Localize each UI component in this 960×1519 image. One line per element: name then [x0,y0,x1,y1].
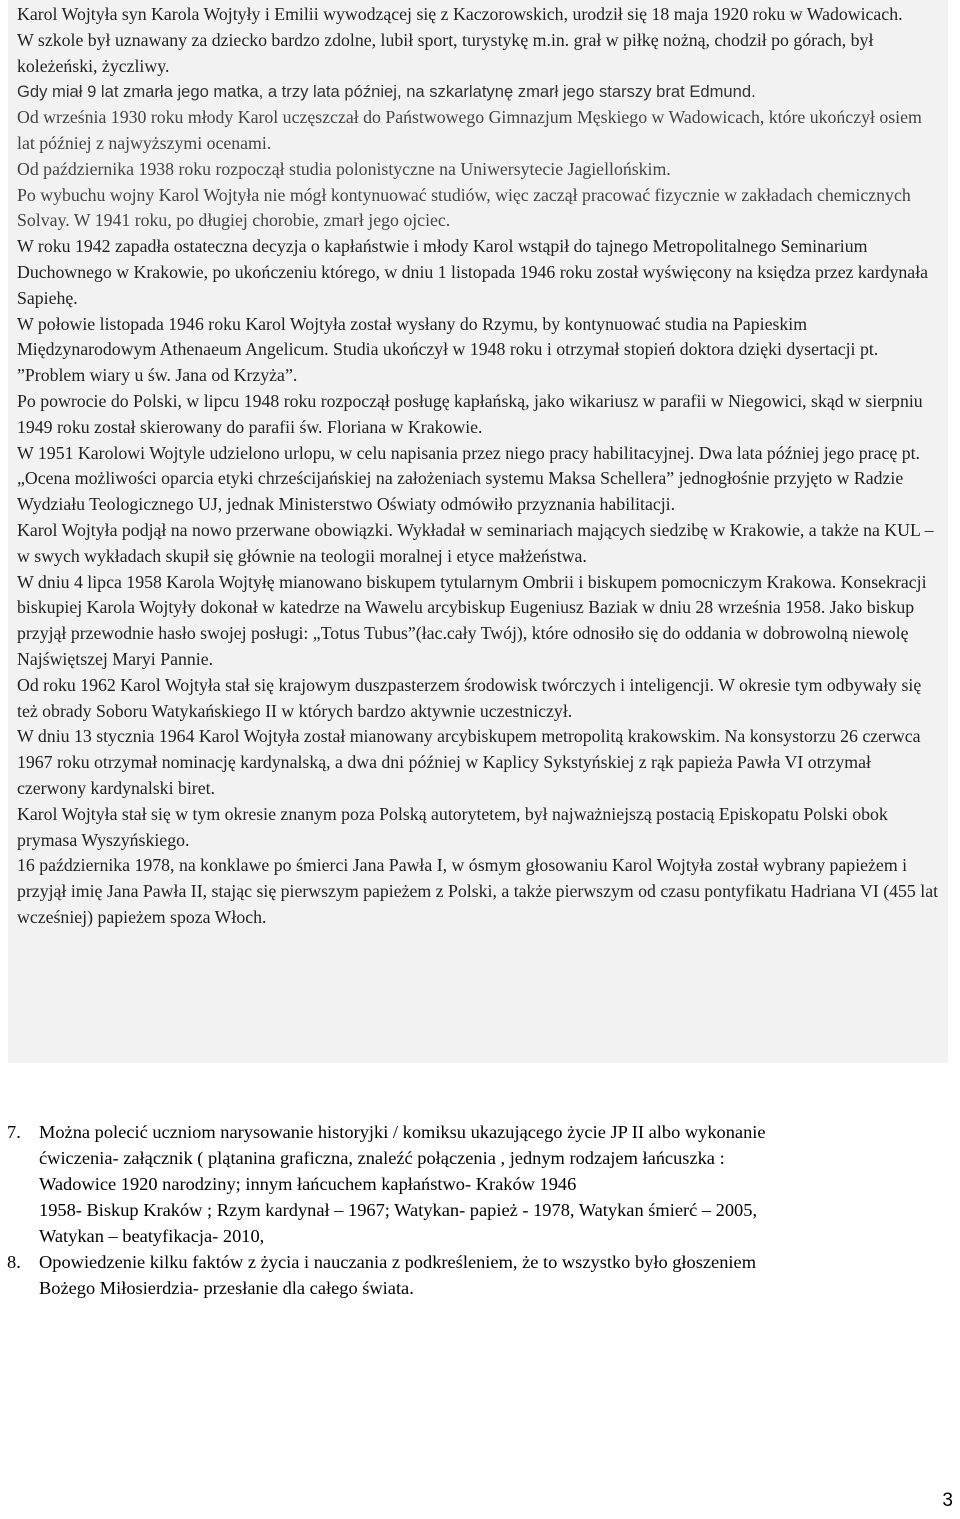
task-item [0,1249,960,1301]
bio-paragraph: 16 października 1978, na konklawe po śmierci Jana Pawła I, w ósmym głosowaniu Karol Wojtyła został wybrany papieżem i przyjął imię Jana Pawła II, stając się pierwszym papieżem z Polski, a także pierwszym od czasu pontyfikatu Hadriana VI (455 lat wcześniej) papieżem spoza Włoch. [17,855,939,927]
task-number: 7. [7,1122,21,1142]
bio-paragraph: Gdy miał 9 lat zmarła jego matka, a trzy lata później, na szkarlatynę zmarł jego starszy brat Edmund. [17,82,756,102]
bio-paragraph: Karol Wojtyła syn Karola Wojtyły i Emilii wywodzącej się z Kaczorowskich, urodził się 18 maja 1920 roku w Wadowicach. [17,4,903,24]
bio-paragraph: Po wybuchu wojny Karol Wojtyła nie mógł kontynuować studiów, więc zaczął pracować fizycznie w zakładach chemicznych Solvay. W 1941 roku, po długiej chorobie, zmarł jego ojciec. [17,184,911,231]
bio-paragraph: Od roku 1962 Karol Wojtyła stał się krajowym duszpasterzem środowisk twórczych i inteligencji. W okresie tym odbywały się też obrady Soboru Watykańskiego II w których bardzo aktywnie uczestniczył. [17,674,922,721]
task-number: 8. [7,1252,21,1272]
bio-paragraph: W roku 1942 zapadła ostateczna decyzja o kapłaństwie i młody Karol wstąpił do tajnego Metropolitalnego Seminarium Duchownego w Krakowie, po ukończeniu którego, w dniu 1 listopada 1946 roku został wyświęcony na księdza przez kardynała Sapiehę. [17,236,929,308]
bio-paragraph: W szkole był uznawany za dziecko bardzo zdolne, lubił sport, turystykę m.in. grał w piłkę nożną, chodził po górach, był koleżeński, życzliwy. [17,29,874,76]
task-item [0,1119,960,1249]
task-line: Wadowice 1920 narodziny; innym łańcuchem kapłaństwo- Kraków 1946 [39,1174,577,1194]
task-line: ćwiczenia- załącznik ( plątanina graficzna, znaleźć połączenia , jednym rodzajem łańcuszka : [39,1148,725,1168]
task-line: 1958- Biskup Kraków ; Rzym kardynał – 1967; Watykan- papież - 1978, Watykan śmierć – 2005, [39,1200,758,1220]
page-number: 3 [942,1490,953,1511]
bio-paragraph: Karol Wojtyła stał się w tym okresie znanym poza Polską autorytetem, był najważniejszą postacią Episkopatu Polski obok prymasa Wyszyńskiego. [17,803,888,850]
biography-text-block [8,0,948,1063]
task-line: Opowiedzenie kilku faktów z życia i nauczania z podkreśleniem, że to wszystko było głoszeniem [39,1252,756,1272]
bio-paragraph: W połowie listopada 1946 roku Karol Wojtyła został wysłany do Rzymu, by kontynuować studia na Papieskim Międzynarodowym Athenaeum Angelicum. Studia ukończył w 1948 roku i otrzymał stopień doktora dzięki dysertacji pt. ”Problem wiary u św. Jana od Krzyża”. [17,313,879,386]
task-list [0,1119,960,1301]
bio-paragraph: Karol Wojtyła podjął na nowo przerwane obowiązki. Wykładał w seminariach mających siedzibę w Krakowie, a także na KUL – w swych wykładach skupił się głównie na teologii moralnej i etyce małżeństwa. [17,519,934,566]
bio-paragraph: Po powrocie do Polski, w lipcu 1948 roku rozpoczął posługę kapłańską, jako wikariusz w parafii w Niegowici, skąd w sierpniu 1949 roku został skierowany do parafii św. Floriana w Krakowie. [17,390,923,437]
bio-paragraph: W dniu 4 lipca 1958 Karola Wojtyłę mianowano biskupem tytularnym Ombrii i biskupem pomocniczym Krakowa. Konsekracji biskupiej Karola Wojtyły dokonał w katedrze na Wawelu arcybiskup Eugeniusz Baziak w dniu 28 września 1958. Jako biskup przyjął przewodnie hasło swojej posługi: „Totus Tubus”(łac.cały Twój), które odnosiło się do oddania w dobrowolną niewolę Najświętszej Maryi Pannie. [17,571,927,669]
task-line: Watykan – beatyfikacja- 2010, [39,1226,265,1246]
bio-paragraph: Od września 1930 roku młody Karol uczęszczał do Państwowego Gimnazjum Męskiego w Wadowicach, które ukończył osiem lat później z najwyższymi ocenami. [17,107,922,153]
task-line: Bożego Miłosierdzia- przesłanie dla całego świata. [39,1278,414,1298]
bio-paragraph: W 1951 Karolowi Wojtyle udzielono urlopu, w celu napisania przez niego pracy habilitacyjnej. Dwa lata później jego pracę pt. „Ocena możliwości oparcia etyki chrześcijańskiej na założeniach systemu Maksa Schellera” jednogłośnie przyjęto w Radzie Wydziału Teologicznego UJ, jednak Ministerstwo Oświaty odmówiło przyznania habilitacji. [17,442,920,515]
bio-paragraph: W dniu 13 stycznia 1964 Karol Wojtyła został mianowany arcybiskupem metropolitą krakowskim. Na konsystorzu 26 czerwca 1967 roku otrzymał nominację kardynalską, a dwa dni później w Kaplicy Sykstyńskiej z rąk papieża Pawła VI otrzymał czerwony kardynalski biret. [17,726,921,798]
task-line: Można polecić uczniom narysowanie historyjki / komiksu ukazującego życie JP II albo wykonanie [39,1122,766,1142]
bio-paragraph: Od października 1938 roku rozpoczął studia polonistyczne na Uniwersytecie Jagiellońskim. [17,158,671,179]
